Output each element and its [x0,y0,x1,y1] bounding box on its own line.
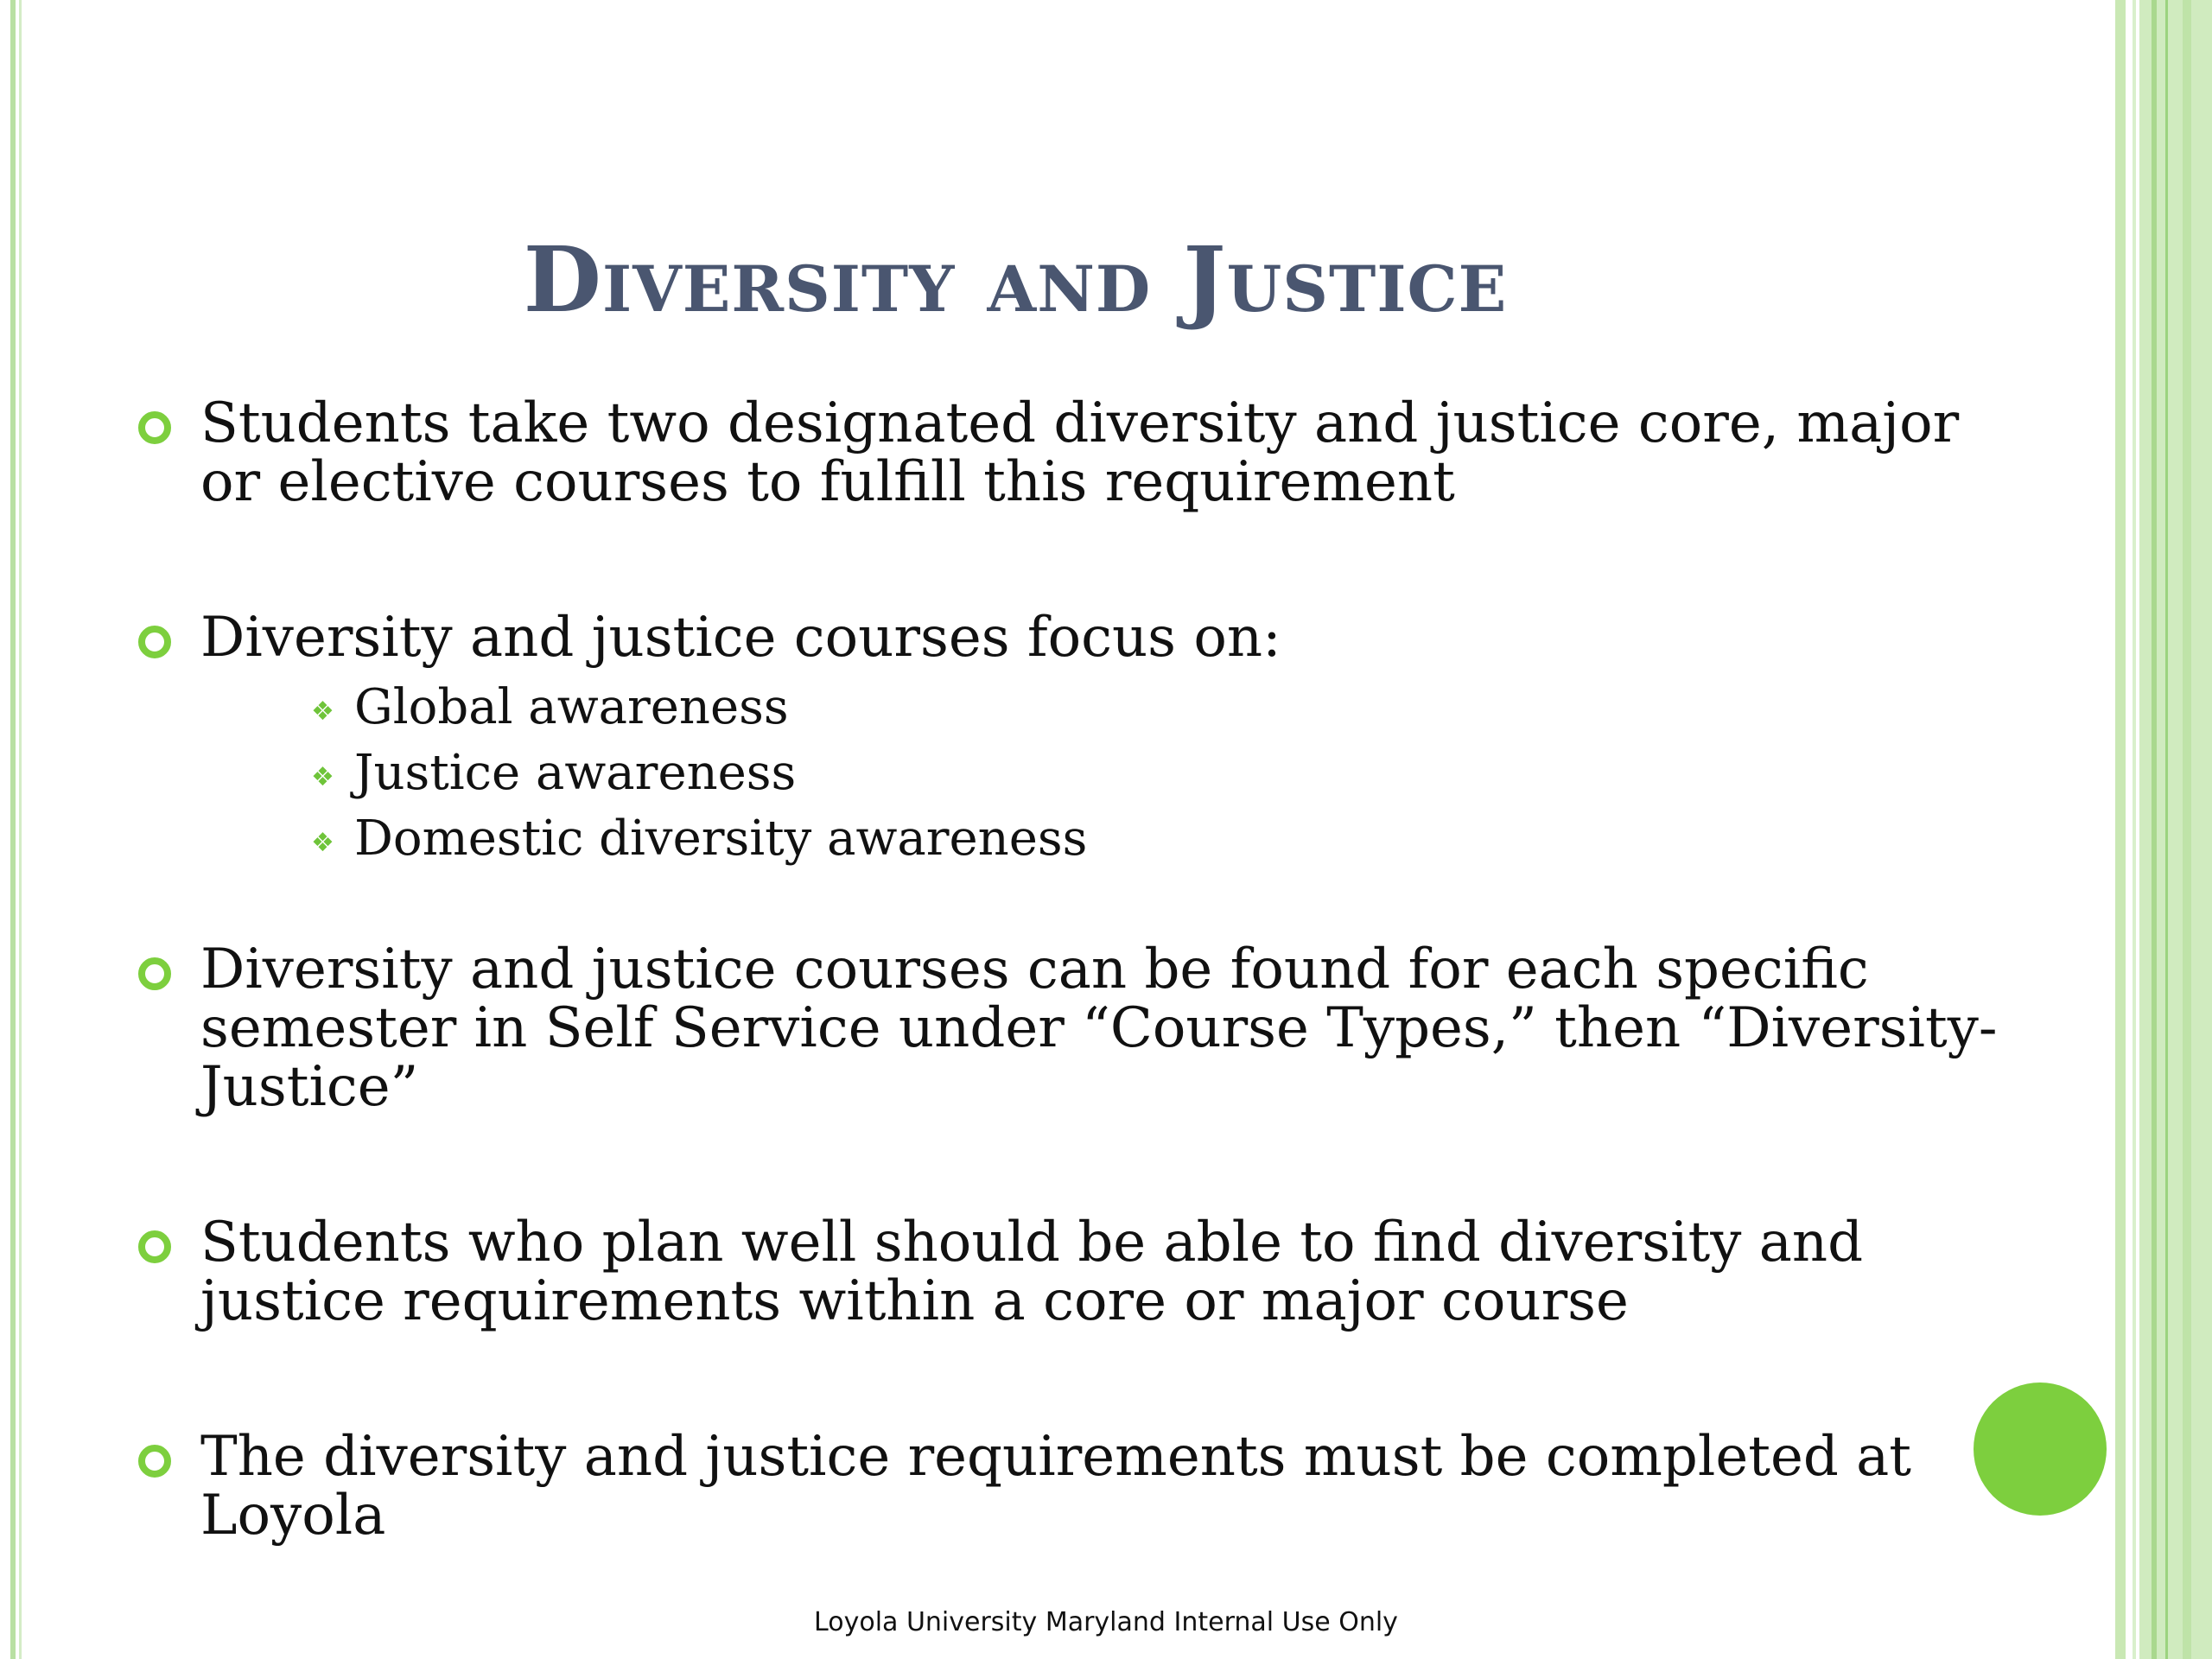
hollow-circle-bullet-icon [138,957,171,990]
hollow-circle-bullet-icon [138,1230,171,1263]
hollow-circle-bullet-icon [138,411,171,444]
footer-text: Loyola University Maryland Internal Use Only [814,1607,1398,1637]
four-diamond-bullet-icon: ❖ [311,828,334,858]
right-border-band [2139,0,2212,1659]
slide-title: Diversity and Justice [523,226,1508,333]
right-border-line [2152,0,2157,1659]
right-border-line [2183,0,2191,1659]
right-border-line [2165,0,2168,1659]
hollow-circle-bullet-icon [138,626,171,658]
four-diamond-bullet-icon: ❖ [311,762,334,792]
four-diamond-bullet-icon: ❖ [311,696,334,727]
sub-bullet-text: Justice awareness [354,745,797,801]
bullet-text: Students take two designated diversity and justice core, major or elective courses to fulfill this requirement [200,391,1960,514]
bullet-text: The diversity and justice requirements must be completed at Loyola [200,1425,1911,1548]
bullet-text: Diversity and justice courses can be found for each specific semester in Self Service under “Course Types,” then “Diversity-Justice” [200,938,1998,1119]
bullet-text: Diversity and justice courses focus on: [200,606,1281,670]
sub-bullet-text: Global awareness [354,679,789,735]
right-border-line [2133,0,2136,1659]
hollow-circle-bullet-icon [138,1445,171,1478]
right-border-line [2115,0,2126,1659]
sub-bullet-text: Domestic diversity awareness [354,810,1088,867]
bullet-text: Students who plan well should be able to find diversity and justice requirements within a core or major course [200,1211,1864,1333]
